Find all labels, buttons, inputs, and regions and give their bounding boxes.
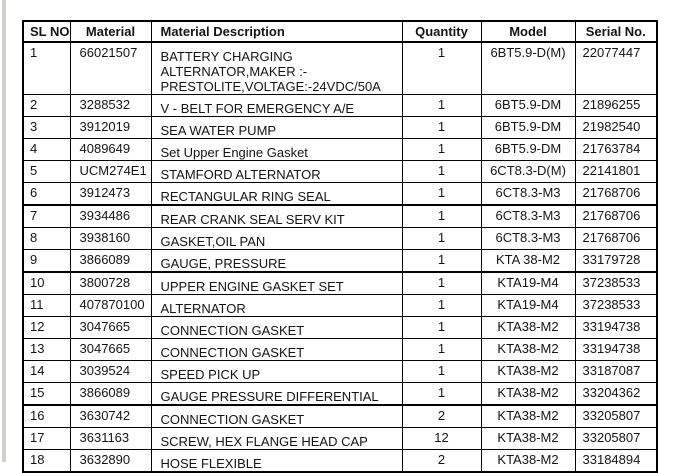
- cell-quantity: 1: [402, 272, 481, 295]
- cell-description: SEA WATER PUMP: [151, 117, 402, 139]
- cell-quantity: 1: [402, 383, 481, 406]
- cell-serial-no: 22077447: [575, 42, 657, 95]
- table-row: [23, 450, 657, 473]
- cell-material: 3288532: [70, 95, 151, 117]
- cell-model: 6CT8.3-M3: [481, 205, 575, 228]
- cell-material: 3632890: [70, 450, 151, 473]
- cell-sl-no: 12: [23, 317, 70, 339]
- cell-quantity: 1: [402, 42, 481, 95]
- cell-serial-no: 37238533: [575, 272, 657, 295]
- cell-model: KTA38-M2: [481, 428, 575, 450]
- cell-sl-no: 14: [23, 361, 70, 383]
- column-header-quantity: Quantity: [402, 21, 481, 42]
- cell-quantity: 2: [402, 450, 481, 473]
- cell-sl-no: 5: [23, 161, 70, 183]
- column-header-model: Model: [481, 21, 575, 42]
- cell-model: KTA38-M2: [481, 361, 575, 383]
- header-row: [23, 21, 657, 42]
- table-row: [23, 183, 657, 206]
- cell-quantity: 2: [402, 405, 481, 428]
- column-header-serial-no: Serial No.: [575, 21, 657, 42]
- cell-sl-no: 6: [23, 183, 70, 206]
- cell-sl-no: 16: [23, 405, 70, 428]
- cell-serial-no: 33204362: [575, 383, 657, 406]
- cell-model: KTA38-M2: [481, 339, 575, 361]
- cell-description: CONNECTION GASKET: [151, 405, 402, 428]
- cell-material: 3631163: [70, 428, 151, 450]
- cell-model: 6BT5.9-DM: [481, 139, 575, 161]
- cell-sl-no: 18: [23, 450, 70, 473]
- cell-material: 3047665: [70, 317, 151, 339]
- cell-serial-no: 21982540: [575, 117, 657, 139]
- cell-sl-no: 8: [23, 228, 70, 250]
- cell-material: 3866089: [70, 250, 151, 273]
- cell-material: 3800728: [70, 272, 151, 295]
- table-header: [23, 21, 657, 42]
- cell-model: KTA19-M4: [481, 272, 575, 295]
- cell-material: 3912473: [70, 183, 151, 206]
- cell-model: KTA38-M2: [481, 405, 575, 428]
- cell-sl-no: 7: [23, 205, 70, 228]
- cell-quantity: 1: [402, 183, 481, 206]
- cell-serial-no: 33205807: [575, 405, 657, 428]
- cell-material: 66021507: [70, 42, 151, 95]
- cell-description: GAUGE PRESSURE DIFFERENTIAL: [151, 383, 402, 406]
- parts-table: [22, 20, 658, 473]
- cell-serial-no: 33179728: [575, 250, 657, 273]
- cell-serial-no: 33187087: [575, 361, 657, 383]
- cell-sl-no: 10: [23, 272, 70, 295]
- table-row: [23, 95, 657, 117]
- cell-sl-no: 3: [23, 117, 70, 139]
- cell-description: GASKET,OIL PAN: [151, 228, 402, 250]
- cell-serial-no: 33194738: [575, 317, 657, 339]
- cell-quantity: 1: [402, 117, 481, 139]
- cell-material: 3039524: [70, 361, 151, 383]
- cell-sl-no: 4: [23, 139, 70, 161]
- cell-quantity: 1: [402, 205, 481, 228]
- cell-quantity: 1: [402, 250, 481, 273]
- cell-description: STAMFORD ALTERNATOR: [151, 161, 402, 183]
- cell-quantity: 1: [402, 139, 481, 161]
- cell-description: V - BELT FOR EMERGENCY A/E: [151, 95, 402, 117]
- table-row: [23, 295, 657, 317]
- cell-model: KTA 38-M2: [481, 250, 575, 273]
- cell-model: 6CT8.3-D(M): [481, 161, 575, 183]
- cell-description: RECTANGULAR RING SEAL: [151, 183, 402, 206]
- table-row: [23, 250, 657, 273]
- table-row: [23, 383, 657, 406]
- cell-description: Set Upper Engine Gasket: [151, 139, 402, 161]
- window-edge-strip: [2, 0, 6, 462]
- cell-serial-no: 22141801: [575, 161, 657, 183]
- cell-serial-no: 21768706: [575, 183, 657, 206]
- cell-description: REAR CRANK SEAL SERV KIT: [151, 205, 402, 228]
- cell-model: 6BT5.9-DM: [481, 117, 575, 139]
- cell-sl-no: 1: [23, 42, 70, 95]
- cell-material: 3047665: [70, 339, 151, 361]
- table-row: [23, 428, 657, 450]
- cell-sl-no: 17: [23, 428, 70, 450]
- cell-sl-no: 13: [23, 339, 70, 361]
- cell-serial-no: 21896255: [575, 95, 657, 117]
- cell-material: 3934486: [70, 205, 151, 228]
- cell-quantity: 1: [402, 295, 481, 317]
- cell-description: SPEED PICK UP: [151, 361, 402, 383]
- cell-description: CONNECTION GASKET: [151, 317, 402, 339]
- table-row: [23, 139, 657, 161]
- table-body: [23, 42, 657, 472]
- cell-quantity: 1: [402, 95, 481, 117]
- table-row: [23, 161, 657, 183]
- cell-material: 3630742: [70, 405, 151, 428]
- cell-material: UCM274E1: [70, 161, 151, 183]
- column-header-sl-no: SL NO: [23, 21, 70, 42]
- cell-description: HOSE FLEXIBLE: [151, 450, 402, 473]
- column-header-material: Material: [70, 21, 151, 42]
- cell-material: 3866089: [70, 383, 151, 406]
- table-row: [23, 272, 657, 295]
- table-row: [23, 42, 657, 95]
- column-header-description: Material Description: [151, 21, 402, 42]
- cell-model: KTA19-M4: [481, 295, 575, 317]
- cell-material: 3938160: [70, 228, 151, 250]
- cell-serial-no: 33194738: [575, 339, 657, 361]
- cell-material: 407870100: [70, 295, 151, 317]
- cell-description: UPPER ENGINE GASKET SET: [151, 272, 402, 295]
- cell-quantity: 1: [402, 339, 481, 361]
- cell-serial-no: 21768706: [575, 228, 657, 250]
- cell-model: KTA38-M2: [481, 317, 575, 339]
- cell-description: ALTERNATOR: [151, 295, 402, 317]
- cell-quantity: 1: [402, 161, 481, 183]
- cell-model: 6CT8.3-M3: [481, 228, 575, 250]
- cell-model: 6BT5.9-D(M): [481, 42, 575, 95]
- cell-sl-no: 11: [23, 295, 70, 317]
- table-row: [23, 405, 657, 428]
- cell-quantity: 1: [402, 317, 481, 339]
- cell-sl-no: 15: [23, 383, 70, 406]
- table-row: [23, 205, 657, 228]
- table-row: [23, 317, 657, 339]
- cell-description: GAUGE, PRESSURE: [151, 250, 402, 273]
- cell-description: BATTERY CHARGING ALTERNATOR,MAKER :- PRESTOLITE,VOLTAGE:-24VDC/50A: [151, 42, 402, 95]
- cell-quantity: 1: [402, 228, 481, 250]
- table-row: [23, 361, 657, 383]
- cell-sl-no: 2: [23, 95, 70, 117]
- cell-serial-no: 33184894: [575, 450, 657, 473]
- cell-material: 4089649: [70, 139, 151, 161]
- cell-serial-no: 33205807: [575, 428, 657, 450]
- cell-quantity: 12: [402, 428, 481, 450]
- cell-sl-no: 9: [23, 250, 70, 273]
- cell-description: SCREW, HEX FLANGE HEAD CAP: [151, 428, 402, 450]
- cell-model: KTA38-M2: [481, 383, 575, 406]
- cell-description: CONNECTION GASKET: [151, 339, 402, 361]
- cell-serial-no: 37238533: [575, 295, 657, 317]
- cell-serial-no: 21768706: [575, 205, 657, 228]
- cell-model: KTA38-M2: [481, 450, 575, 473]
- table-row: [23, 228, 657, 250]
- table-row: [23, 117, 657, 139]
- cell-quantity: 1: [402, 361, 481, 383]
- table-row: [23, 339, 657, 361]
- cell-serial-no: 21763784: [575, 139, 657, 161]
- cell-model: 6BT5.9-DM: [481, 95, 575, 117]
- cell-model: 6CT8.3-M3: [481, 183, 575, 206]
- cell-material: 3912019: [70, 117, 151, 139]
